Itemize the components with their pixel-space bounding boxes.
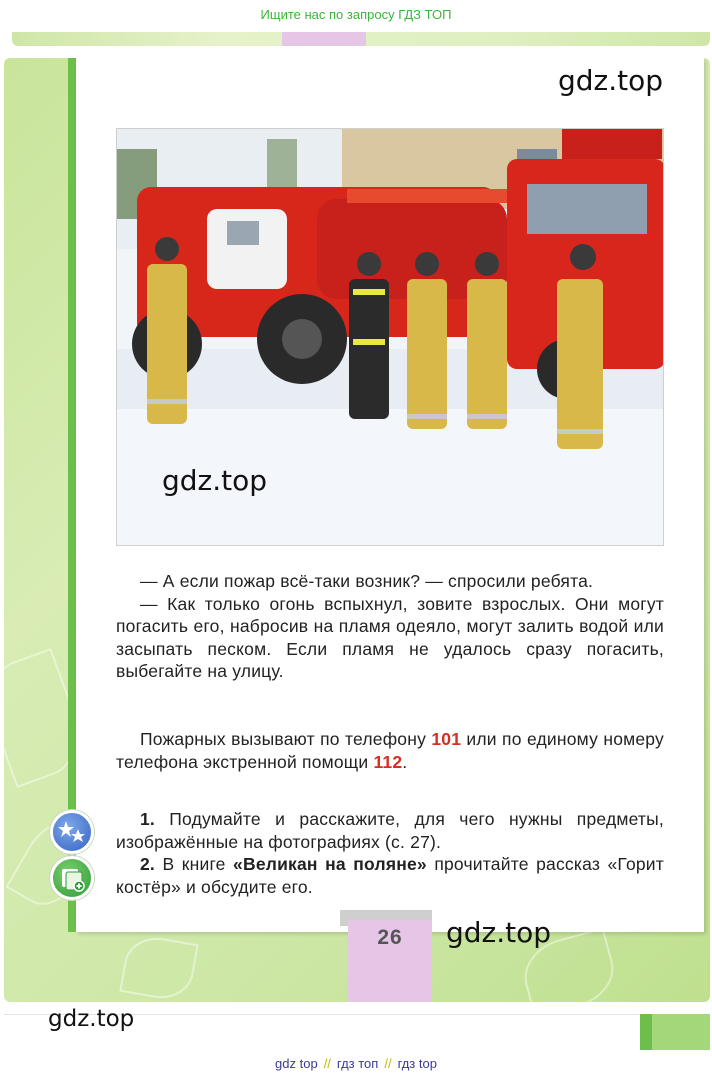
task-2-text-start: В книге: [155, 854, 234, 874]
emergency-phone-number: 112: [373, 751, 403, 772]
dialogue-text: [116, 570, 664, 683]
task-2-number: 2.: [140, 854, 155, 874]
footer-link-2[interactable]: гдз топ: [336, 1056, 379, 1071]
phone-numbers-text: [116, 728, 664, 773]
stars-icon: [50, 810, 94, 854]
page-number: 26: [377, 926, 403, 949]
leaf-decoration: [119, 932, 198, 1002]
task-1: [116, 808, 664, 853]
page-edge-stripe: [68, 58, 76, 932]
task-2: [116, 853, 664, 898]
dialogue-answer: — Как только огонь вспыхнул, зовите взрослых. Они могут погасить его, набросив на пламя одеяло, могут залить водой или засыпать песком. Если пламя не удалось сразу погасить, выбегайте на улицу.: [116, 593, 664, 681]
dialogue-question: — А если пожар всё-таки возник? — спросили ребята.: [140, 571, 594, 591]
book-title: «Великан на поляне»: [233, 854, 427, 874]
watermark-top: gdz.top: [558, 64, 664, 97]
phone-text-middle: или по единому номеру телефона экстренной помощи: [116, 729, 664, 772]
previous-page-tab: [282, 32, 366, 46]
task-2-text-end: прочитайте рассказ «Горит костёр» и обсудите его.: [116, 854, 664, 897]
task-1-text: Подумайте и расскажите, для чего нужны предметы, изображённые на фотографиях (с. 27).: [116, 809, 664, 852]
task-1-number: 1.: [140, 809, 155, 829]
next-page-green-stripe: [640, 1014, 652, 1050]
watermark-bottom: gdz.top: [48, 1006, 135, 1032]
tasks-block: [116, 808, 664, 898]
phone-text-end: .: [402, 751, 408, 772]
footer-link-1[interactable]: gdz top: [275, 1056, 318, 1071]
watermark-page: gdz.top: [446, 916, 552, 949]
footer-link-3[interactable]: гдз top: [397, 1056, 437, 1071]
book-icon: [50, 856, 94, 900]
watermark-photo: gdz.top: [162, 464, 268, 497]
footer-separator: //: [384, 1056, 392, 1071]
top-banner[interactable]: Ищите нас по запросу ГДЗ ТОП: [260, 7, 452, 22]
phone-text-start: Пожарных вызывают по телефону: [140, 729, 432, 749]
footer-separator: //: [323, 1056, 331, 1071]
fire-phone-number: 101: [431, 729, 462, 749]
phone-numbers-paragraph: [116, 728, 664, 773]
footer-links: [0, 1054, 712, 1074]
